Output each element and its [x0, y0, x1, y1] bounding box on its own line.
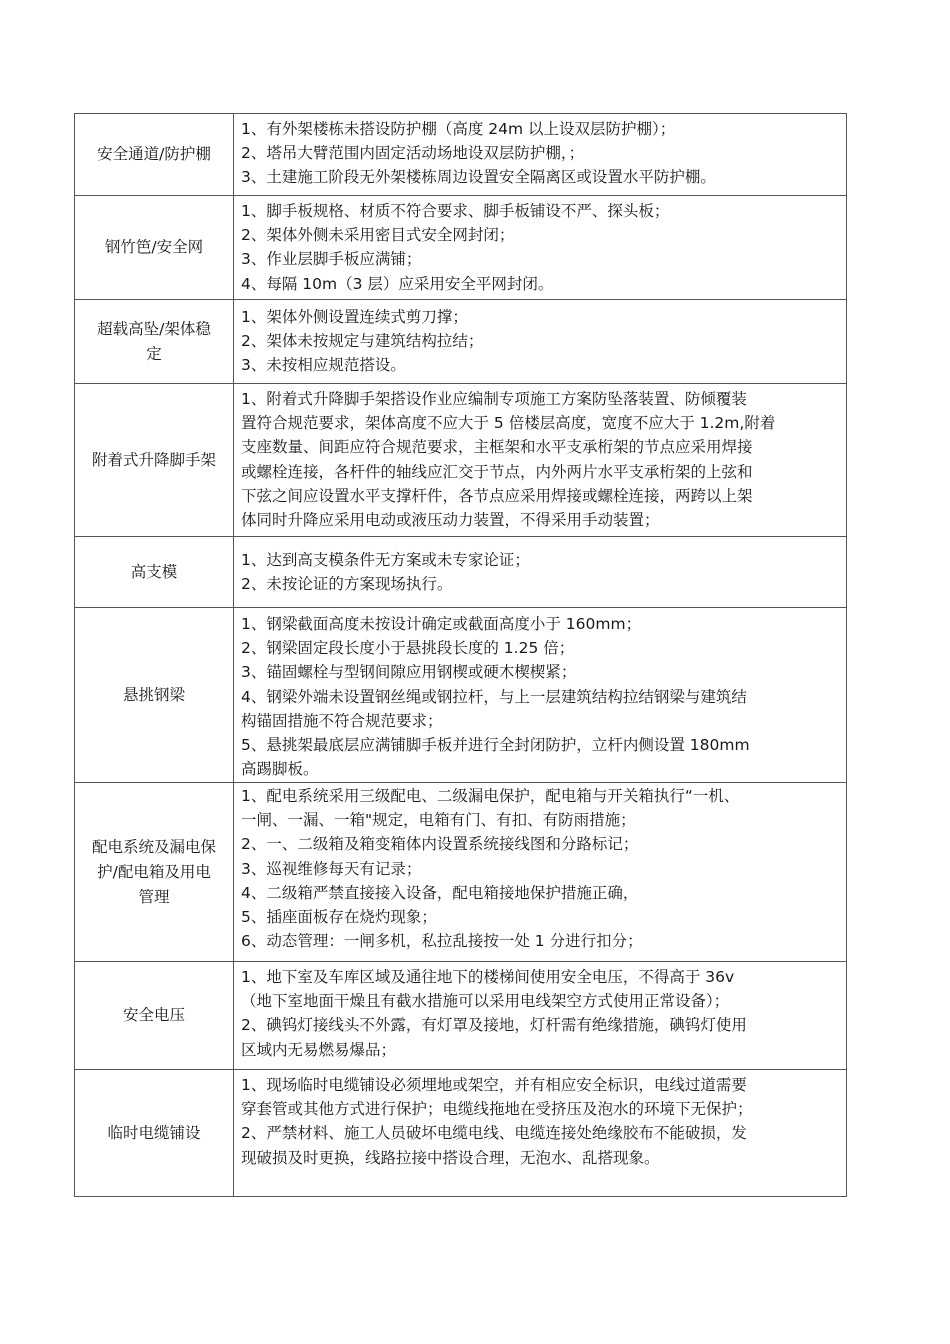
category-label: 护/配电箱及用电	[97, 862, 211, 881]
requirement-line: 4、二级箱严禁直接接入设备，配电箱接地保护措施正确，	[241, 883, 639, 902]
requirement-line: 1、架体外侧设置连续式剪刀撑；	[241, 308, 468, 326]
requirement-line: 4、钢梁外端未设置钢丝绳或钢拉杆，与上一层建筑结构拉结钢梁与建筑结	[241, 687, 747, 706]
requirements-cell	[234, 300, 847, 384]
requirement-line: 1、脚手板规格、材质不符合要求、脚手板铺设不严、探头板；	[241, 202, 670, 220]
category-cell	[75, 962, 234, 1070]
requirement-line: 1、地下室及车库区域及通往地下的楼梯间使用安全电压，不得高于 36v	[241, 968, 735, 986]
requirement-line: 区域内无易燃易爆品；	[241, 1040, 397, 1059]
requirement-line: 1、有外架楼栋未搭设防护棚（高度 24m 以上设双层防护棚）；	[241, 120, 676, 138]
requirement-line: 2、碘钨灯接线头不外露，有灯罩及接地，灯杆需有绝缘措施，碘钨灯使用	[241, 1016, 747, 1035]
category-label: 安全电压	[122, 1006, 185, 1024]
requirement-line: 或螺栓连接，各杆件的轴线应汇交于节点，内外两片水平支承桁架的上弦和	[241, 462, 753, 481]
category-label: 悬挑钢梁	[122, 685, 185, 704]
category-label: 定	[146, 344, 162, 363]
requirements-cell	[234, 537, 847, 608]
requirement-line: 3、土建施工阶段无外架楼栋周边设置安全隔离区或设置水平防护棚。	[241, 168, 716, 187]
requirement-line: 2、未按论证的方案现场执行。	[241, 575, 453, 593]
category-label: 超载高坠/架体稳	[97, 319, 211, 338]
requirement-line: 高踢脚板。	[241, 760, 319, 779]
requirement-line: 构锚固措施不符合规范要求；	[241, 711, 443, 730]
requirement-line: 2、架体未按规定与建筑结构拉结；	[241, 332, 484, 351]
category-cell	[75, 300, 234, 384]
category-label: 附着式升降脚手架	[91, 450, 216, 469]
requirements-cell	[234, 783, 847, 962]
category-label: 管理	[138, 887, 170, 906]
requirement-line: （地下室地面干燥且有截水措施可以采用电线架空方式使用正常设备）；	[241, 992, 730, 1011]
requirement-line: 1、钢梁截面高度未按设计确定或截面高度小于 160mm；	[241, 615, 642, 633]
requirement-line: 2、塔吊大臂范围内固定活动场地设双层防护棚，；	[241, 144, 585, 163]
category-label: 配电系统及漏电保	[91, 837, 216, 856]
requirement-line: 下弦之间应设置水平支撑杆件，各节点应采用焊接或螺栓连接，两跨以上架	[241, 486, 753, 505]
requirement-line: 6、动态管理：一闸多机，私拉乱接按一处 1 分进行扣分；	[241, 932, 643, 951]
category-label: 临时电缆铺设	[107, 1123, 201, 1142]
table-row	[75, 114, 847, 196]
category-cell	[75, 608, 234, 783]
requirement-line: 1、达到高支模条件无方案或未专家论证；	[241, 550, 530, 569]
table-row	[75, 196, 847, 300]
category-cell	[75, 1070, 234, 1197]
requirement-line: 5、插座面板存在烧灼现象；	[241, 908, 437, 927]
table-row	[75, 1070, 847, 1197]
table-row	[75, 962, 847, 1070]
category-label: 高支模	[130, 562, 178, 581]
category-cell	[75, 196, 234, 300]
category-cell	[75, 783, 234, 962]
requirements-cell	[234, 114, 847, 196]
requirement-line: 3、未按相应规范搭设。	[241, 356, 406, 375]
requirement-line: 2、一、二级箱及箱变箱体内设置系统接线图和分路标记；	[241, 835, 639, 854]
table-row	[75, 384, 847, 537]
requirement-line: 体同时升降应采用电动或液压动力装置，不得采用手动装置；	[241, 511, 660, 530]
requirement-line: 支座数量、间距应符合规范要求，主框架和水平支承桁架的节点应采用焊接	[241, 438, 753, 457]
requirement-line: 置符合规范要求，架体高度不应大于 5 倍楼层高度，宽度不应大于 1.2m,附着	[241, 414, 776, 433]
table-row	[75, 783, 847, 962]
requirement-line: 穿套管或其他方式进行保护；电缆线拖地在受挤压及泡水的环境下无保护；	[241, 1100, 753, 1119]
requirement-line: 1、配电系统采用三级配电、二级漏电保护，配电箱与开关箱执行“一机、	[241, 787, 740, 805]
table-row	[75, 300, 847, 384]
requirement-line: 现破损及时更换，线路拉接中搭设合理，无泡水、乱搭现象。	[241, 1148, 660, 1167]
requirement-line: 2、严禁材料、施工人员破坏电缆电线、电缆连接处绝缘胶布不能破损，发	[241, 1124, 747, 1143]
inspection-table	[74, 113, 847, 1197]
requirement-line: 4、每隔 10m（3 层）应采用安全平网封闭。	[241, 274, 554, 293]
requirements-cell	[234, 608, 847, 783]
category-cell	[75, 537, 234, 608]
category-label: 钢竹笆/安全网	[104, 238, 204, 256]
requirements-cell	[234, 962, 847, 1070]
requirements-cell	[234, 384, 847, 537]
requirement-line: 3、作业层脚手板应满铺；	[241, 250, 422, 269]
requirement-line: 5、悬挑架最底层应满铺脚手板并进行全封闭防护，立杆内侧设置 180mm	[241, 736, 750, 755]
category-cell	[75, 114, 234, 196]
table-row	[75, 537, 847, 608]
requirements-cell	[234, 196, 847, 300]
category-cell	[75, 384, 234, 537]
requirements-cell	[234, 1070, 847, 1197]
category-label: 安全通道/防护棚	[97, 145, 211, 163]
table-row	[75, 608, 847, 783]
requirement-line: 2、架体外侧未采用密目式安全网封闭；	[241, 226, 515, 245]
requirement-line: 3、锚固螺栓与型钢间隙应用钢楔或硬木楔楔紧；	[241, 663, 577, 682]
requirement-line: 1、附着式升降脚手架搭设作业应编制专项施工方案防坠落装置、防倾覆装	[241, 390, 747, 408]
requirement-line: 2、钢梁固定段长度小于悬挑段长度的 1.25 倍；	[241, 639, 575, 658]
requirement-line: 3、巡视维修每天有记录；	[241, 859, 422, 878]
requirement-line: 1、现场临时电缆铺设必须埋地或架空，并有相应安全标识，电线过道需要	[241, 1076, 747, 1094]
requirement-line: 一闸、一漏、一箱"规定，电箱有门、有扣、有防雨措施；	[241, 811, 636, 830]
